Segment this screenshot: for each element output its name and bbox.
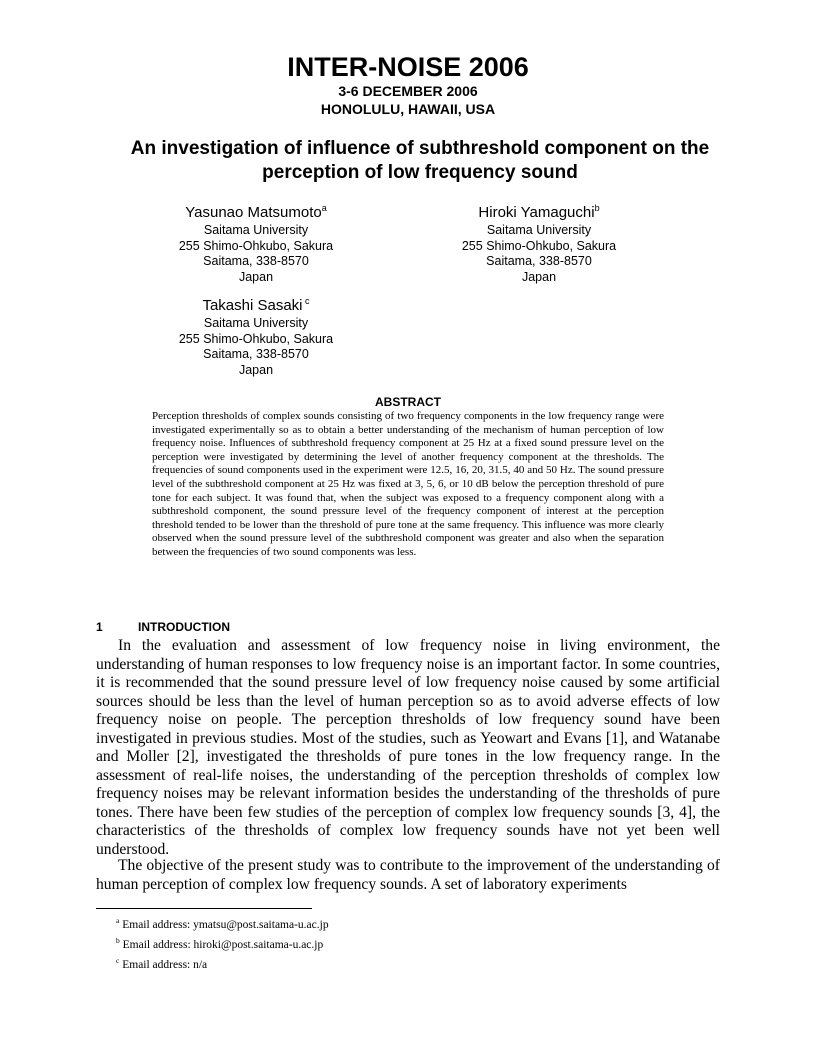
footnote-mark: a: [116, 916, 120, 925]
conference-header: [0, 52, 816, 118]
footnote-mark: c: [116, 955, 120, 965]
author-name: Takashi Sasaki: [202, 297, 303, 314]
author-block: [160, 291, 352, 378]
conference-title: INTER-NOISE 2006: [287, 52, 529, 82]
author-address: 255 Shimo-Ohkubo, Sakura: [461, 238, 617, 253]
author-address: 255 Shimo-Ohkubo, Sakura: [178, 331, 334, 346]
section-number: 1: [96, 620, 103, 634]
author-country: Japan: [238, 362, 274, 377]
author-name: Yasunao Matsumoto: [185, 204, 322, 221]
author-name-line: [160, 291, 352, 316]
abstract-heading: ABSTRACT: [375, 395, 441, 409]
body-paragraph: In the evaluation and assessment of low frequency noise in living environment, the understanding of human responses to low frequency noise is an important factor. In some countries, it is recommended that the sound pressure level of low frequency noise caused by some artificial sources should be less than the level of human perception so as to avoid adverse effects of low frequency noise on people. The perception thresholds of low frequency sound have been investigated in previous studies. Most of the studies, such as Yeowart and Evans [1], and Watanabe and Moller [2], investigated the thresholds of pure tones in the low frequency range. In the assessment of real-life noises, the understanding of the perception thresholds of complex low frequency noises may be relevant information besides the understanding of the thresholds of pure tones. There have been few studies of the perception of complex low frequency sounds [3, 4], the characteristics of the thresholds of complex low frequency sounds have not yet been well understood.: [96, 637, 720, 858]
author-block: [160, 198, 352, 285]
paper-title-line-2: perception of low frequency sound: [262, 162, 578, 183]
footnote-divider: [96, 908, 312, 909]
author-city: Saitama, 338-8570: [203, 254, 309, 268]
footnote-text: Email address: hiroki@post.saitama-u.ac.jp: [122, 938, 324, 951]
author-affiliation: Saitama University: [203, 223, 309, 237]
footnote-text: Email address: n/a: [122, 958, 208, 971]
footnote-mark: b: [116, 935, 120, 945]
author-affiliation: Saitama University: [203, 316, 309, 330]
footnote-list: [116, 913, 329, 972]
footnote: [116, 913, 329, 933]
paper-title: [100, 137, 740, 185]
footnote: [116, 933, 329, 953]
author-city: Saitama, 338-8570: [486, 254, 592, 268]
section-heading-introduction: [96, 620, 230, 634]
author-country: Japan: [238, 269, 274, 284]
abstract-text: Perception thresholds of complex sounds consisting of two frequency components in the low frequency range were investigated experimentally so as to obtain a better understanding of the mechanism of human perception of low frequency noise. Influences of subthreshold frequency component at 25 Hz at a fixed sound pressure level on the perception were investigated by determining the level of another frequency component at the thresholds. The frequencies of sound components used in the experiment were 12.5, 16, 20, 31.5, 40 and 50 Hz. The sound pressure level of the subthreshold component at 25 Hz was fixed at 3, 5, 6, or 10 dB below the perception threshold of pure tone for each subject. It was found that, when the subject was exposed to a frequency component along with a subthreshold component, the sound pressure level of the frequency component of interest at the perception threshold tended to be lower than the threshold of pure tone at the same frequency. This influence was more clearly observed when the sound pressure level of the subthreshold component was greater and also when the separation between the frequencies of two sound components was less.: [152, 410, 664, 558]
conference-date: 3-6 DECEMBER 2006: [338, 83, 478, 99]
body-paragraph: The objective of the present study was to contribute to the improvement of the understanding of human perception of complex low frequency sounds. A set of laboratory experiments: [96, 857, 720, 893]
section-title: INTRODUCTION: [138, 620, 230, 634]
author-name: Hiroki Yamaguchi: [478, 204, 595, 221]
footnote: [116, 953, 329, 973]
author-address: 255 Shimo-Ohkubo, Sakura: [178, 238, 334, 253]
author-city: Saitama, 338-8570: [203, 347, 309, 361]
author-footnote-mark: c: [302, 296, 310, 306]
conference-location: HONOLULU, HAWAII, USA: [320, 101, 496, 117]
paper-title-line-1: An investigation of influence of subthreshold component on the: [130, 138, 710, 159]
author-name-line: [443, 198, 635, 223]
author-affiliation: Saitama University: [486, 223, 592, 237]
author-block: [443, 198, 635, 285]
author-name-line: [160, 198, 352, 223]
footnote-text: Email address: ymatsu@post.saitama-u.ac.jp: [122, 918, 329, 931]
author-footnote-mark: b: [594, 203, 600, 213]
author-country: Japan: [521, 269, 557, 284]
author-footnote-mark: a: [321, 203, 327, 213]
